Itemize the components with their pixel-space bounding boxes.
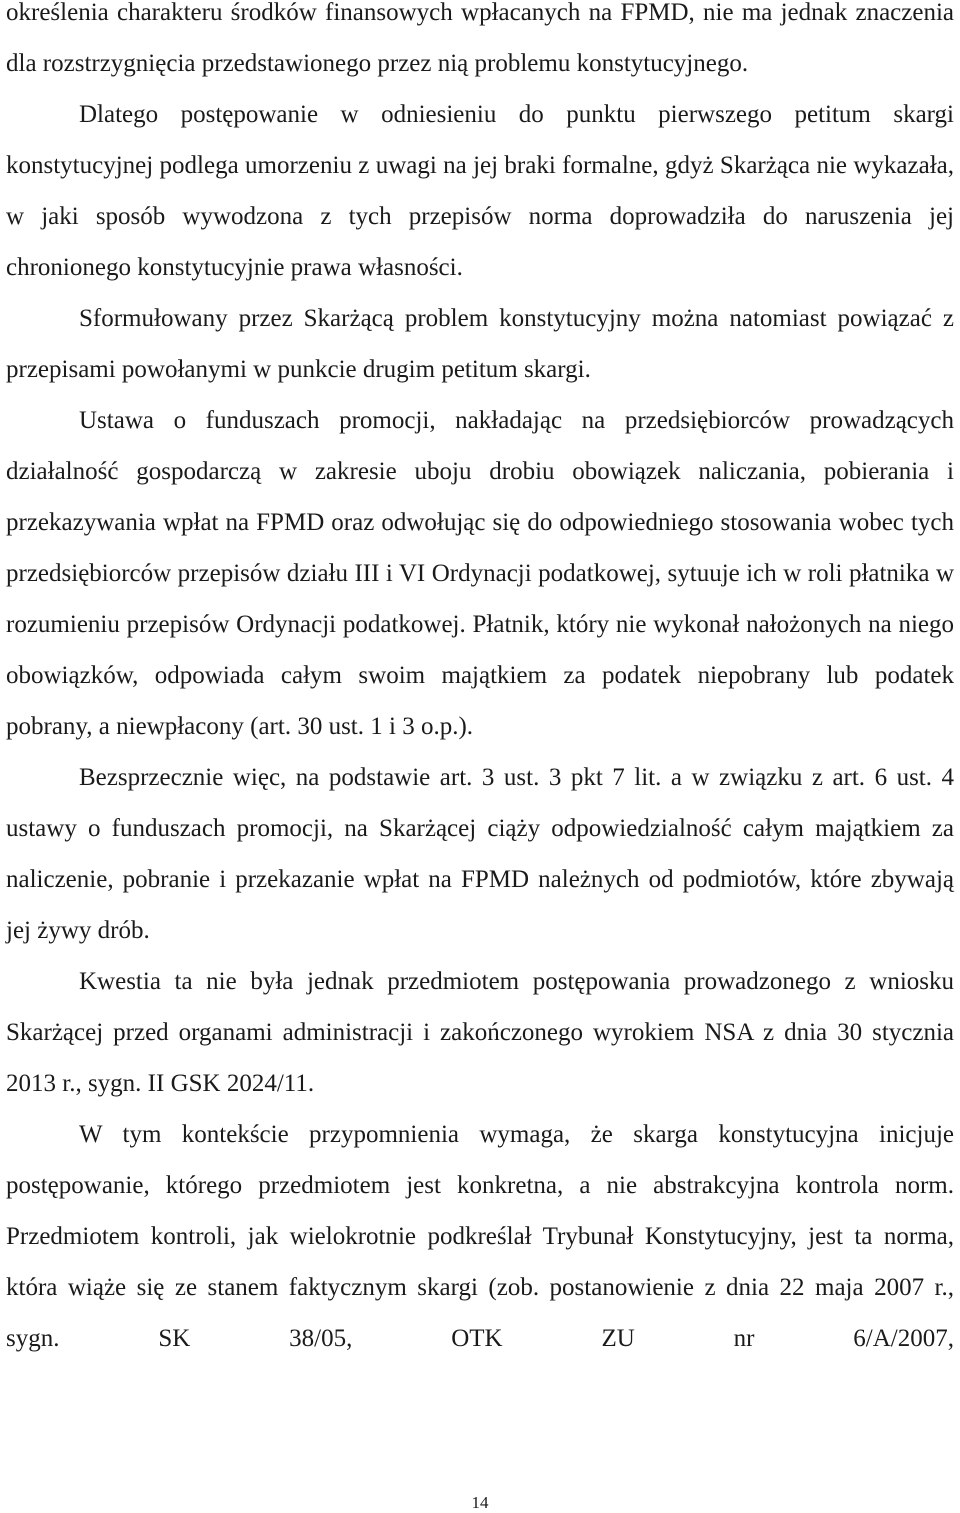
- paragraph-2: Dlatego postępowanie w odniesieniu do punktu pierwszego petitum skargi konstytucyjnej podlega umorzeniu z uwagi na jej braki formalne, gdyż Skarżąca nie wykazała, w jaki sposób wywodzona z tych przepisów norma doprowadziła do naruszenia jej chronionego konstytucyjnie prawa własności.: [6, 101, 954, 281]
- paragraph-1: określenia charakteru środków finansowych wpłacanych na FPMD, nie ma jednak znaczenia dla rozstrzygnięcia przedstawionego przez nią problemu konstytucyjnego.: [6, 0, 954, 77]
- page-number: 14: [471, 1493, 489, 1512]
- paragraph-3: Sformułowany przez Skarżącą problem konstytucyjny można natomiast powiązać z przepisami powołanymi w punkcie drugim petitum skargi.: [6, 305, 954, 383]
- paragraph-6: Kwestia ta nie była jednak przedmiotem postępowania prowadzonego z wniosku Skarżącej przed organami administracji i zakończonego wyrokiem NSA z dnia 30 stycznia 2013 r., sygn. II GSK 2024/11.: [6, 968, 954, 1097]
- paragraph-5: Bezsprzecznie więc, na podstawie art. 3 ust. 3 pkt 7 lit. a w związku z art. 6 ust. 4 ustawy o funduszach promocji, na Skarżącej ciąży odpowiedzialność całym majątkiem za naliczenie, pobranie i przekazanie wpłat na FPMD należnych od podmiotów, które zbywają jej żywy drób.: [6, 764, 954, 944]
- paragraph-7: W tym kontekście przypomnienia wymaga, że skarga konstytucyjna inicjuje postępowanie, którego przedmiotem jest konkretna, a nie abstrakcyjna kontrola norm. Przedmiotem kontroli, jak wielokrotnie podkreślał Trybunał Konstytucyjny, jest ta norma, która wiąże się ze stanem faktycznym skargi (zob. postanowienie z dnia 22 maja 2007 r., sygn. SK 38/05, OTK ZU nr 6/A/2007,: [6, 1121, 954, 1352]
- paragraph-4: Ustawa o funduszach promocji, nakładając na przedsiębiorców prowadzących działalność gospodarczą w zakresie uboju drobiu obowiązek naliczania, pobierania i przekazywania wpłat na FPMD oraz odwołując się do odpowiedniego stosowania wobec tych przedsiębiorców przepisów działu III i VI Ordynacji podatkowej, sytuuje ich w roli płatnika w rozumieniu przepisów Ordynacji podatkowej. Płatnik, który nie wykonał nałożonych na niego obowiązków, odpowiada całym swoim majątkiem za podatek niepobrany lub podatek pobrany, a niewpłacony (art. 30 ust. 1 i 3 o.p.).: [6, 407, 954, 740]
- document-body: [6, 0, 954, 1364]
